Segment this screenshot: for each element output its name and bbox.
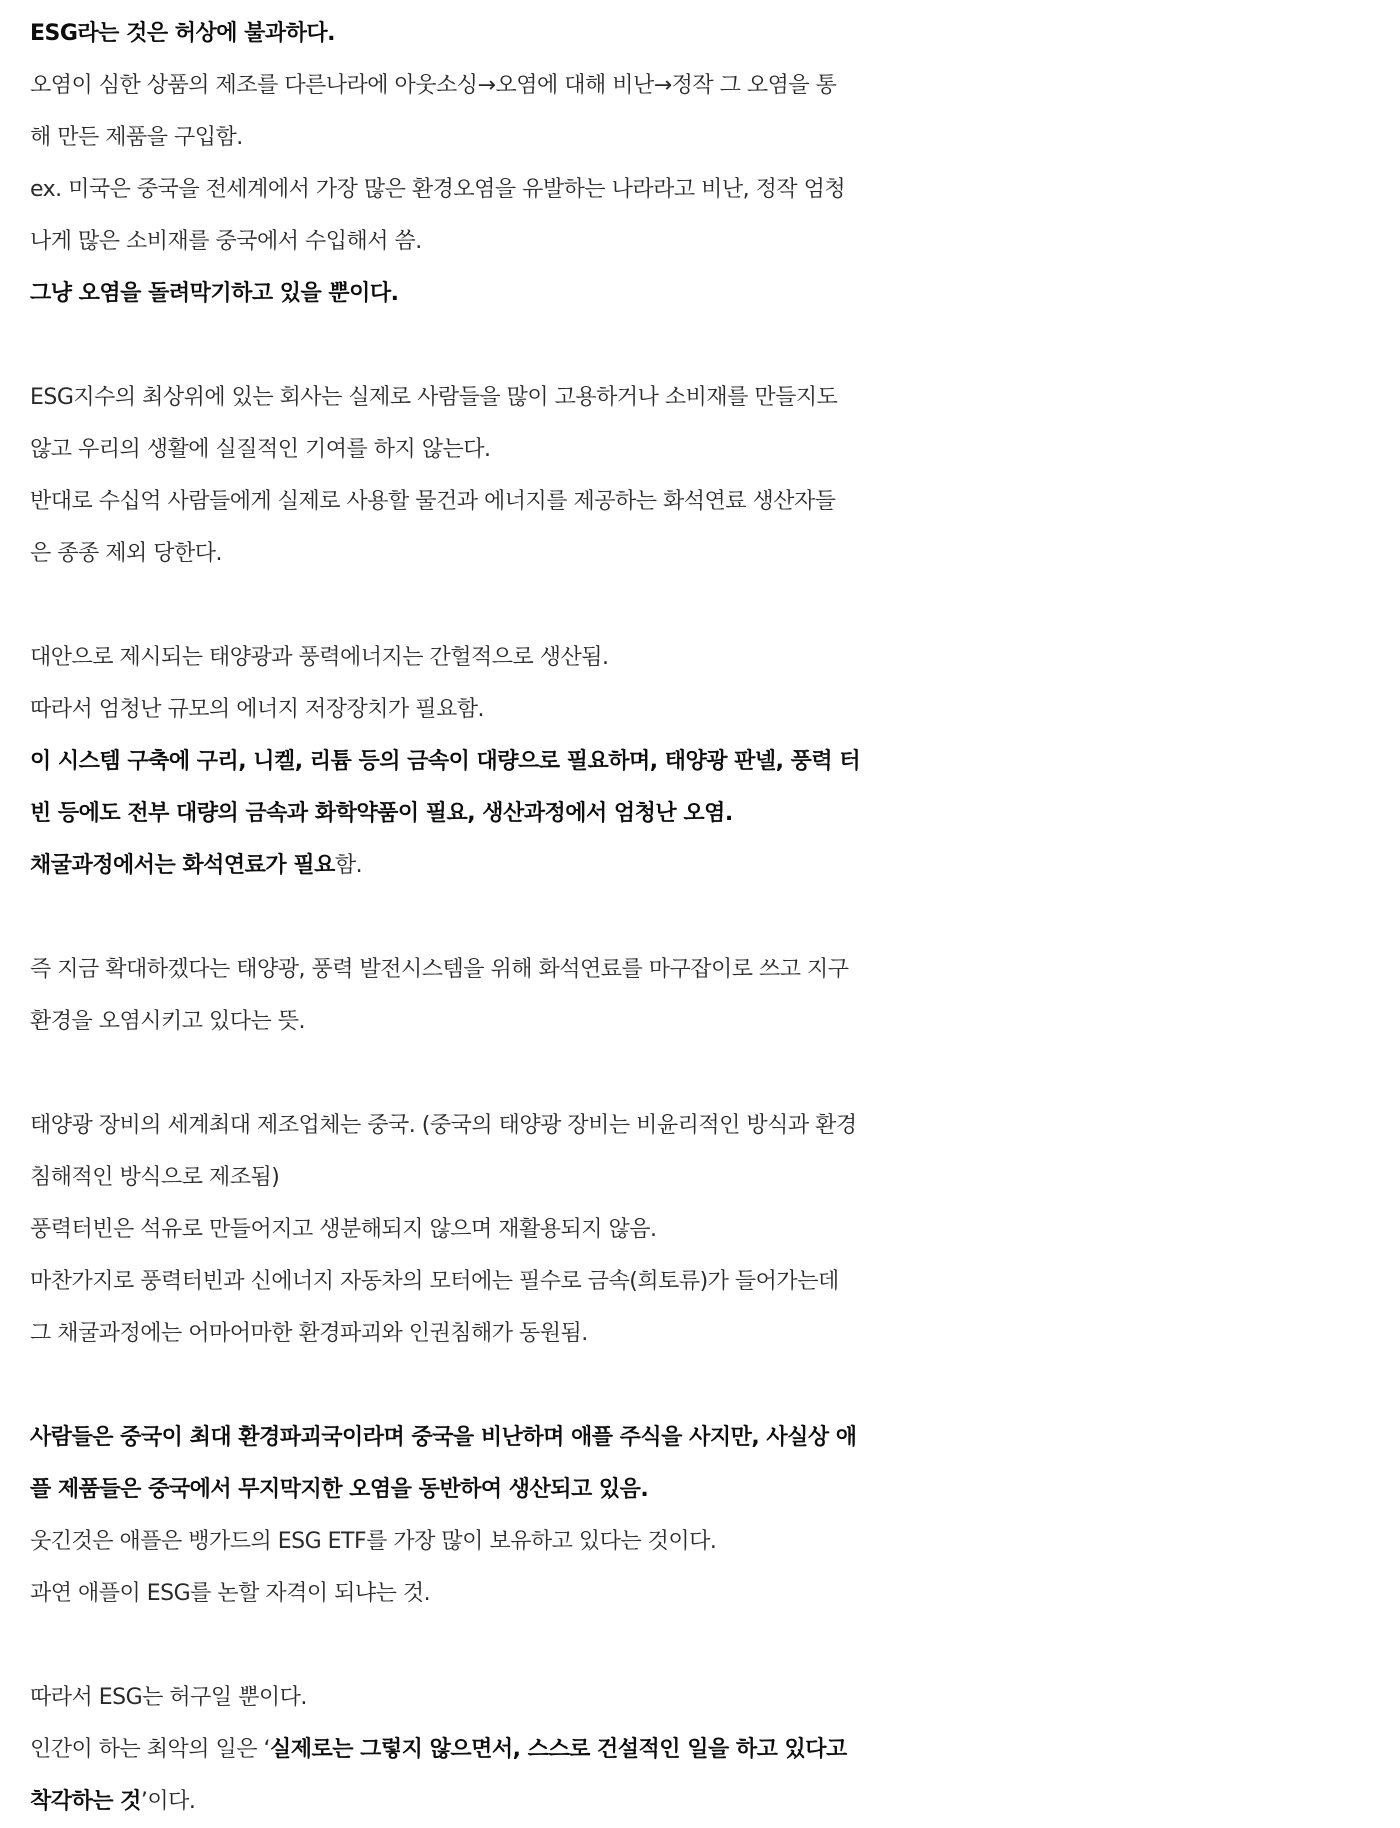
text-segment: 그 채굴과정에는 어마어마한 환경파괴와 인권침해가 동원됨. <box>30 1321 588 1346</box>
text-line <box>30 372 1390 424</box>
text-line <box>30 1204 1390 1256</box>
text-line <box>30 268 1390 320</box>
text-segment: 따라서 엄청난 규모의 에너지 저장장치가 필요함. <box>30 697 485 722</box>
article-body <box>30 8 1390 1828</box>
text-line <box>30 112 1390 164</box>
text-segment: ’이다. <box>140 1789 196 1814</box>
text-line <box>30 424 1390 476</box>
paragraph <box>30 8 1390 320</box>
paragraph <box>30 1100 1390 1360</box>
text-line <box>30 1724 1390 1776</box>
text-line <box>30 996 1390 1048</box>
text-segment: 즉 지금 확대하겠다는 태양광, 풍력 발전시스템을 위해 화석연료를 마구잡이로 쓰고 지구 <box>30 957 849 982</box>
text-line <box>30 1308 1390 1360</box>
text-segment: 침해적인 방식으로 제조됨) <box>30 1165 280 1190</box>
paragraph <box>30 1672 1390 1828</box>
text-line <box>30 736 1390 788</box>
text-line <box>30 164 1390 216</box>
text-line <box>30 1568 1390 1620</box>
text-segment: 않고 우리의 생활에 실질적인 기여를 하지 않는다. <box>30 437 491 462</box>
bold-text: 채굴과정에서는 화석연료가 필요 <box>30 853 335 878</box>
text-line <box>30 840 1390 892</box>
text-segment: 마찬가지로 풍력터빈과 신에너지 자동차의 모터에는 필수로 금속(희토류)가 들어가는데 <box>30 1269 839 1294</box>
text-line <box>30 684 1390 736</box>
paragraph <box>30 944 1390 1048</box>
bold-text: 실제로는 그렇지 않으면서, 스스로 건설적인 일을 하고 있다고 <box>270 1737 847 1762</box>
text-segment: 은 종종 제외 당한다. <box>30 541 222 566</box>
bold-text: 그냥 오염을 돌려막기하고 있을 뿐이다. <box>30 281 399 306</box>
text-line <box>30 1776 1390 1828</box>
text-line <box>30 60 1390 112</box>
bold-text: 이 시스템 구축에 구리, 니켈, 리튬 등의 금속이 대량으로 필요하며, 태양광 판넬, 풍력 터 <box>30 749 861 774</box>
text-segment: ex. 미국은 중국을 전세계에서 가장 많은 환경오염을 유발하는 나라라고 비난, 정작 엄청 <box>30 177 846 202</box>
text-segment: 해 만든 제품을 구입함. <box>30 125 243 150</box>
text-line <box>30 528 1390 580</box>
text-segment: 오염이 심한 상품의 제조를 다른나라에 아웃소싱→오염에 대해 비난→정작 그 오염을 통 <box>30 73 837 98</box>
text-line <box>30 944 1390 996</box>
text-line <box>30 1100 1390 1152</box>
text-segment: 과연 애플이 ESG를 논할 자격이 되냐는 것. <box>30 1581 431 1606</box>
bold-text: 플 제품들은 중국에서 무지막지한 오염을 동반하여 생산되고 있음. <box>30 1477 649 1502</box>
text-segment: 따라서 ESG는 허구일 뿐이다. <box>30 1685 307 1710</box>
text-segment: 반대로 수십억 사람들에게 실제로 사용할 물건과 에너지를 제공하는 화석연료 생산자들 <box>30 489 836 514</box>
text-segment: 태양광 장비의 세계최대 제조업체는 중국. (중국의 태양광 장비는 비윤리적인 방식과 환경 <box>30 1113 857 1138</box>
text-segment: 인간이 하는 최악의 일은 ‘ <box>30 1737 270 1762</box>
bold-text: ESG라는 것은 허상에 불과하다. <box>30 21 336 46</box>
text-line <box>30 632 1390 684</box>
text-segment: 환경을 오염시키고 있다는 뜻. <box>30 1009 305 1034</box>
paragraph <box>30 372 1390 580</box>
bold-text: 빈 등에도 전부 대량의 금속과 화학약품이 필요, 생산과정에서 엄청난 오염. <box>30 801 733 826</box>
text-line <box>30 476 1390 528</box>
text-line <box>30 1412 1390 1464</box>
text-segment: ESG지수의 최상위에 있는 회사는 실제로 사람들을 많이 고용하거나 소비재를 만들지도 <box>30 385 838 410</box>
bold-text: 사람들은 중국이 최대 환경파괴국이라며 중국을 비난하며 애플 주식을 사지만, 사실상 애 <box>30 1425 857 1450</box>
text-line <box>30 788 1390 840</box>
text-line <box>30 1672 1390 1724</box>
text-segment: 웃긴것은 애플은 뱅가드의 ESG ETF를 가장 많이 보유하고 있다는 것이다. <box>30 1529 717 1554</box>
text-line <box>30 1516 1390 1568</box>
text-line <box>30 1256 1390 1308</box>
paragraph <box>30 632 1390 892</box>
text-line <box>30 8 1390 60</box>
text-segment: 함. <box>334 853 363 878</box>
text-segment: 풍력터빈은 석유로 만들어지고 생분해되지 않으며 재활용되지 않음. <box>30 1217 657 1242</box>
text-line <box>30 216 1390 268</box>
bold-text: 착각하는 것 <box>30 1789 141 1814</box>
text-segment: 대안으로 제시되는 태양광과 풍력에너지는 간헐적으로 생산됨. <box>30 645 609 670</box>
text-line <box>30 1464 1390 1516</box>
paragraph <box>30 1412 1390 1620</box>
text-segment: 나게 많은 소비재를 중국에서 수입해서 씀. <box>30 229 422 254</box>
text-line <box>30 1152 1390 1204</box>
